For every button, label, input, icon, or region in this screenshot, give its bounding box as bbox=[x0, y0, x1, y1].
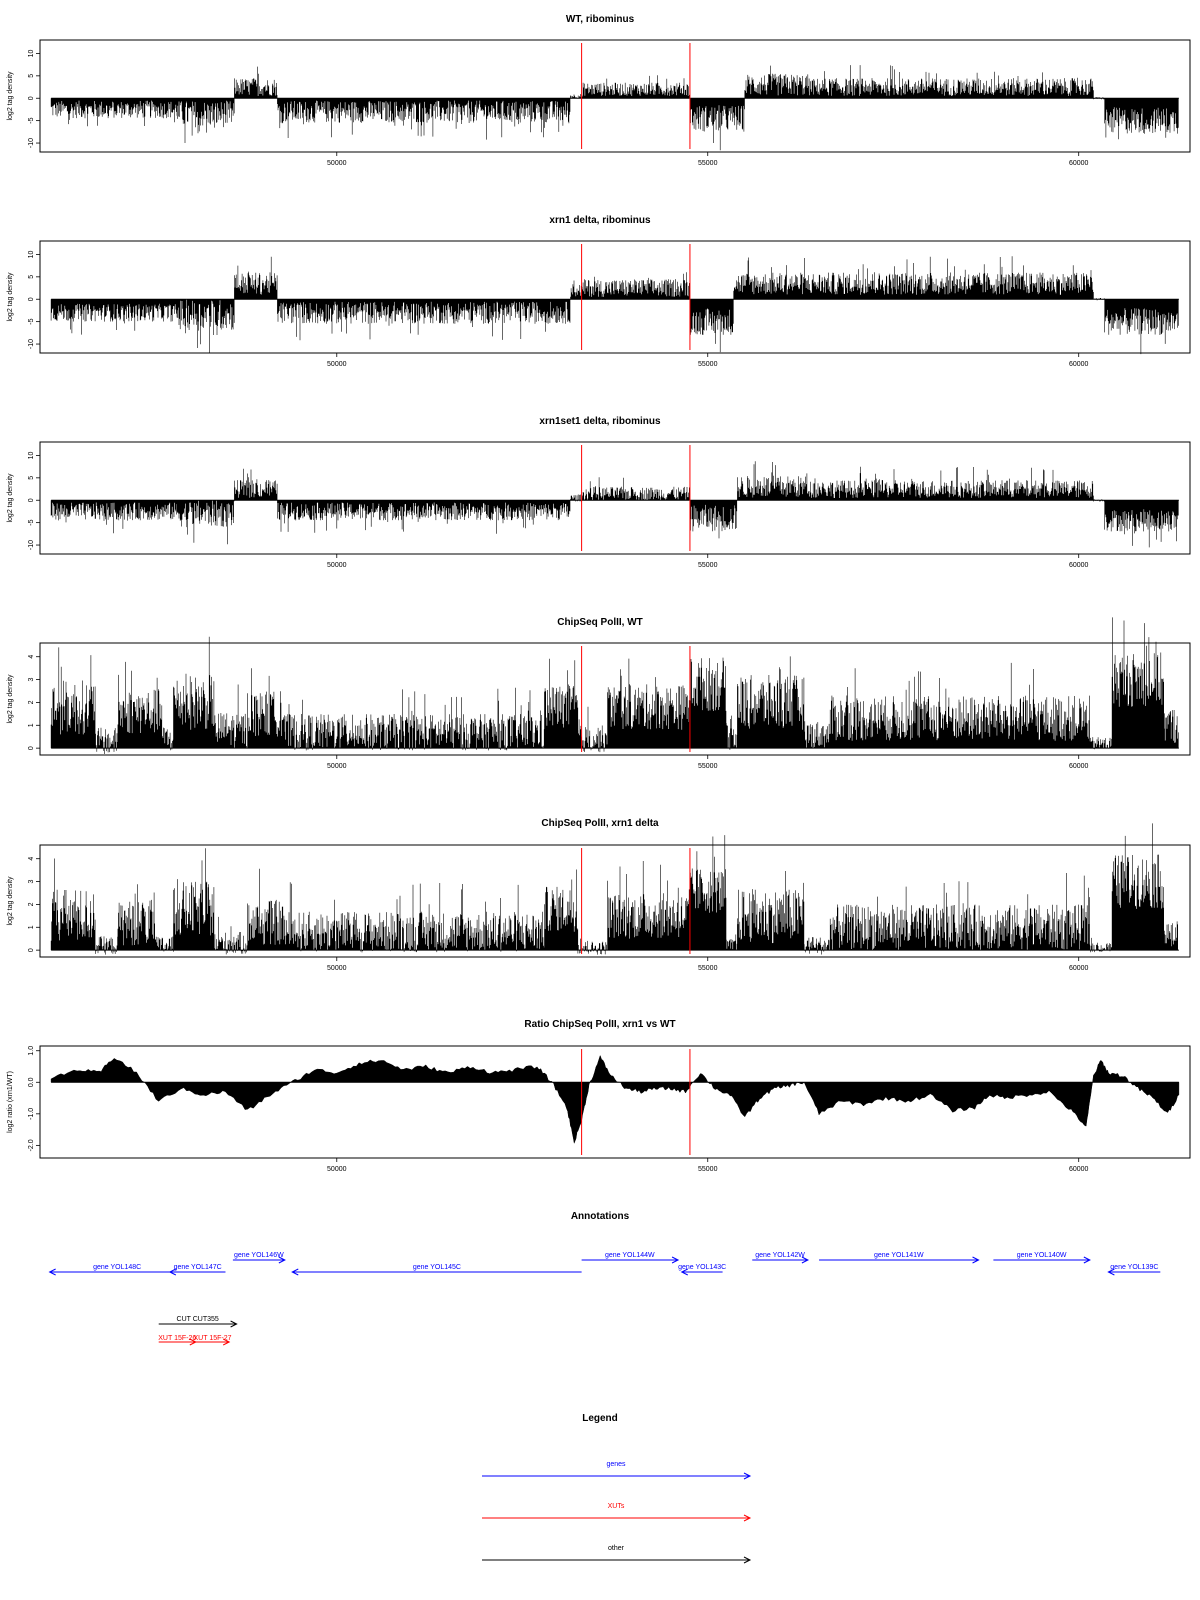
y-axis-label: log2 tag density bbox=[7, 272, 14, 322]
y-tick-label: 10 bbox=[28, 49, 35, 58]
x-tick-label: 55000 bbox=[698, 562, 718, 569]
panel-title: ChipSeq PolII, WT bbox=[557, 617, 643, 628]
x-tick-label: 60000 bbox=[1068, 965, 1089, 972]
x-tick-label: 55000 bbox=[698, 1166, 718, 1173]
cut-label: CUT CUT355 bbox=[176, 1316, 219, 1323]
y-tick-label: 4 bbox=[28, 654, 35, 659]
gene-label: gene YOL141W bbox=[873, 1252, 924, 1259]
y-axis-label: log2 tag density bbox=[7, 473, 14, 523]
gene-label: gene YOL145C bbox=[412, 1264, 462, 1271]
y-axis-label: log2 tag density bbox=[7, 674, 14, 724]
panel-title: WT, ribominus bbox=[565, 14, 635, 25]
y-tick-label: -1.0 bbox=[28, 1107, 35, 1120]
gene-label: gene YOL143C bbox=[678, 1264, 727, 1271]
x-tick-label: 55000 bbox=[698, 160, 718, 167]
x-tick-label: 50000 bbox=[327, 1166, 347, 1173]
panel-title: xrn1set1 delta, ribominus bbox=[539, 416, 661, 427]
y-tick-label: 10 bbox=[28, 451, 35, 460]
y-tick-label: 5 bbox=[28, 73, 35, 78]
annotations-title: Annotations bbox=[570, 1211, 630, 1222]
y-tick-label: 2 bbox=[28, 700, 35, 705]
legend-label: genes bbox=[606, 1461, 626, 1468]
y-tick-label: 3 bbox=[28, 879, 35, 884]
y-tick-label: 0 bbox=[28, 498, 35, 503]
y-tick-label: 5 bbox=[28, 475, 35, 480]
y-tick-label: 1 bbox=[28, 723, 35, 728]
y-tick-label: -5 bbox=[28, 519, 35, 526]
x-tick-label: 55000 bbox=[698, 965, 718, 972]
y-tick-label: -2.0 bbox=[28, 1139, 35, 1152]
x-tick-label: 50000 bbox=[327, 763, 347, 770]
x-tick-label: 55000 bbox=[698, 361, 718, 368]
panel-title: Ratio ChipSeq PolII, xrn1 vs WT bbox=[524, 1019, 676, 1030]
x-tick-label: 60000 bbox=[1068, 361, 1089, 368]
gene-label: gene YOL139C bbox=[1110, 1264, 1159, 1271]
x-tick-label: 60000 bbox=[1068, 1166, 1089, 1173]
y-tick-label: 0 bbox=[28, 948, 35, 953]
y-tick-label: 4 bbox=[28, 856, 35, 861]
gene-label: gene YOL142W bbox=[755, 1252, 805, 1259]
y-tick-label: 0 bbox=[28, 297, 35, 302]
y-tick-label: -5 bbox=[28, 318, 35, 325]
xut-label: XUT 15F-26 bbox=[158, 1335, 197, 1342]
gene-label: gene YOL147C bbox=[173, 1264, 222, 1271]
panel-title: xrn1 delta, ribominus bbox=[549, 215, 651, 226]
y-tick-label: 1 bbox=[28, 925, 35, 930]
gene-label: gene YOL148C bbox=[93, 1264, 142, 1271]
y-tick-label: 2 bbox=[28, 902, 35, 907]
gene-label: gene YOL146W bbox=[234, 1252, 284, 1259]
y-axis-label: log2 tag density bbox=[7, 876, 14, 926]
legend-label: other bbox=[608, 1545, 624, 1552]
y-tick-label: 10 bbox=[28, 250, 35, 259]
x-tick-label: 55000 bbox=[698, 763, 718, 770]
xut-label: XUT 15F-27 bbox=[193, 1335, 232, 1342]
x-tick-label: 60000 bbox=[1068, 160, 1089, 167]
y-tick-label: 5 bbox=[28, 274, 35, 279]
panel-title: ChipSeq PolII, xrn1 delta bbox=[541, 818, 659, 829]
y-tick-label: -10 bbox=[28, 539, 35, 551]
y-tick-label: -10 bbox=[28, 137, 35, 149]
y-axis-label: log2 tag density bbox=[7, 71, 14, 121]
y-tick-label: 0 bbox=[28, 746, 35, 751]
x-tick-label: 60000 bbox=[1068, 763, 1089, 770]
y-tick-label: 0 bbox=[28, 96, 35, 101]
x-tick-label: 50000 bbox=[327, 562, 347, 569]
x-tick-label: 50000 bbox=[327, 361, 347, 368]
legend-label: XUTs bbox=[607, 1503, 625, 1510]
gene-label: gene YOL144W bbox=[604, 1252, 655, 1259]
y-axis-label: log2 ratio (xrn1/WT) bbox=[7, 1071, 14, 1133]
y-tick-label: 3 bbox=[28, 677, 35, 682]
y-tick-label: 0.0 bbox=[28, 1077, 35, 1088]
y-tick-label: -5 bbox=[28, 117, 35, 124]
x-tick-label: 50000 bbox=[327, 965, 347, 972]
y-tick-label: -10 bbox=[28, 338, 35, 350]
gene-label: gene YOL140W bbox=[1016, 1252, 1067, 1259]
x-tick-label: 50000 bbox=[327, 160, 347, 167]
y-tick-label: 1.0 bbox=[28, 1045, 35, 1056]
x-tick-label: 60000 bbox=[1068, 562, 1089, 569]
legend-title: Legend bbox=[582, 1413, 618, 1424]
